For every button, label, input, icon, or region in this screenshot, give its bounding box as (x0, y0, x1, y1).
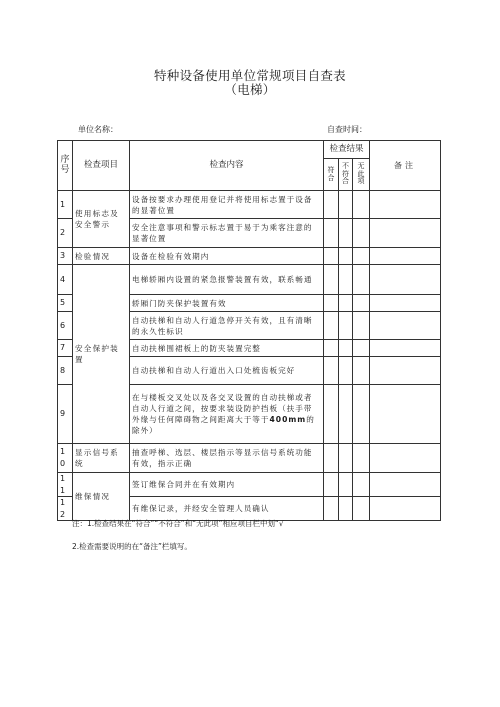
cell-ok[interactable] (324, 357, 339, 385)
cell-na[interactable] (353, 312, 370, 340)
cell-not-ok[interactable] (339, 265, 353, 295)
cell-ok[interactable] (324, 248, 339, 265)
cell-na[interactable] (353, 385, 370, 444)
check-date-label: 自查时间： (327, 125, 367, 134)
cell-not-ok[interactable] (339, 248, 353, 265)
header-remark: 备注 (370, 141, 441, 191)
cell-ok[interactable] (324, 219, 339, 248)
table-row: 7 自动扶梯围裙板上的防夹装置完整 (58, 340, 441, 357)
checklist-table (57, 140, 441, 521)
cell-ok[interactable] (324, 295, 339, 312)
cell-remark[interactable] (370, 295, 441, 312)
table-row: 9 在与楼板交叉处以及各交叉设置的自动扶梯或者自动人行道之间，按要求装设防护挡板（扶手带外缘与任何障碍物之间距离大于等于400mm的除外） (58, 385, 441, 444)
cell-not-ok[interactable] (339, 497, 353, 521)
header-item: 检查项目 (73, 141, 130, 191)
group-inspect: 检验情况 (73, 248, 130, 265)
group-sign: 使用标志及安全警示 (73, 191, 130, 248)
cell-not-ok[interactable] (339, 219, 353, 248)
note-1: 注：1.检查结果在“符合”“不符合”和“无此项”相应项目栏中划“√ (72, 519, 284, 528)
cell-remark[interactable] (370, 312, 441, 340)
header-content: 检查内容 (130, 141, 324, 191)
cell-remark[interactable] (370, 340, 441, 357)
header-ok: 符合 (324, 159, 339, 191)
cell-ok[interactable] (324, 312, 339, 340)
group-safety: 安全保护装置 (73, 265, 130, 444)
table-row: 3 检验情况 设备在检验有效期内 (58, 248, 441, 265)
cell-remark[interactable] (370, 444, 441, 473)
cell-na[interactable] (353, 357, 370, 385)
cell-na[interactable] (353, 191, 370, 219)
cell-na[interactable] (353, 265, 370, 295)
cell-not-ok[interactable] (339, 312, 353, 340)
table-row: 12 有维保记录，并经安全管理人员确认 (58, 497, 441, 521)
cell-remark[interactable] (370, 497, 441, 521)
cell-not-ok[interactable] (339, 385, 353, 444)
table-row: 1 使用标志及安全警示 设备按要求办理使用登记并将使用标志置于设备的显著位置 (58, 191, 441, 219)
cell-ok[interactable] (324, 473, 339, 497)
header-na: 无此项 (353, 159, 370, 191)
cell-na[interactable] (353, 473, 370, 497)
note-2: 2.检查需要说明的在“备注”栏填写。 (72, 542, 192, 551)
table-row: 11 维保情况 签订维保合同并在有效期内 (58, 473, 441, 497)
table-row: 2 安全注意事项和警示标志置于易于为乘客注意的显著位置 (58, 219, 441, 248)
header-no: 序号 (58, 141, 73, 191)
cell-not-ok[interactable] (339, 473, 353, 497)
table-row: 6 自动扶梯和自动人行道急停开关有效，且有清晰的永久性标识 (58, 312, 441, 340)
table-header-row (58, 141, 441, 159)
cell-na[interactable] (353, 444, 370, 473)
cell-not-ok[interactable] (339, 444, 353, 473)
table-row: 4 安全保护装置 电梯轿厢内设置的紧急报警装置有效，联系畅通 (58, 265, 441, 295)
cell-remark[interactable] (370, 248, 441, 265)
cell-na[interactable] (353, 295, 370, 312)
cell-ok[interactable] (324, 385, 339, 444)
table-row: 10 显示信号系统 抽查呼梯、选层、楼层指示等显示信号系统功能有效，指示正确 (58, 444, 441, 473)
cell-na[interactable] (353, 497, 370, 521)
page-title: 特种设备使用单位常规项目自查表 (153, 68, 346, 83)
header-result: 检查结果 (324, 141, 370, 159)
page-subtitle: （电梯） (224, 82, 276, 97)
cell-not-ok[interactable] (339, 340, 353, 357)
table-row: 8 自动扶梯和自动人行道出入口处梳齿板完好 (58, 357, 441, 385)
group-signal: 显示信号系统 (73, 444, 130, 473)
cell-ok[interactable] (324, 265, 339, 295)
header-not-ok: 不符合 (339, 159, 353, 191)
cell-not-ok[interactable] (339, 357, 353, 385)
cell-remark[interactable] (370, 191, 441, 219)
row-9-content: 在与楼板交叉处以及各交叉设置的自动扶梯或者自动人行道之间，按要求装设防护挡板（扶手带外缘与任何障碍物之间距离大于等于400mm的除外） (130, 385, 324, 444)
cell-na[interactable] (353, 219, 370, 248)
cell-na[interactable] (353, 340, 370, 357)
cell-ok[interactable] (324, 191, 339, 219)
table-row: 5 轿厢门防夹保护装置有效 (58, 295, 441, 312)
cell-ok[interactable] (324, 497, 339, 521)
cell-remark[interactable] (370, 385, 441, 444)
cell-ok[interactable] (324, 444, 339, 473)
cell-ok[interactable] (324, 340, 339, 357)
cell-remark[interactable] (370, 219, 441, 248)
cell-not-ok[interactable] (339, 295, 353, 312)
cell-remark[interactable] (370, 473, 441, 497)
group-maint: 维保情况 (73, 473, 130, 521)
cell-na[interactable] (353, 248, 370, 265)
unit-name-label: 单位名称： (78, 125, 118, 134)
cell-not-ok[interactable] (339, 191, 353, 219)
cell-remark[interactable] (370, 265, 441, 295)
cell-remark[interactable] (370, 357, 441, 385)
